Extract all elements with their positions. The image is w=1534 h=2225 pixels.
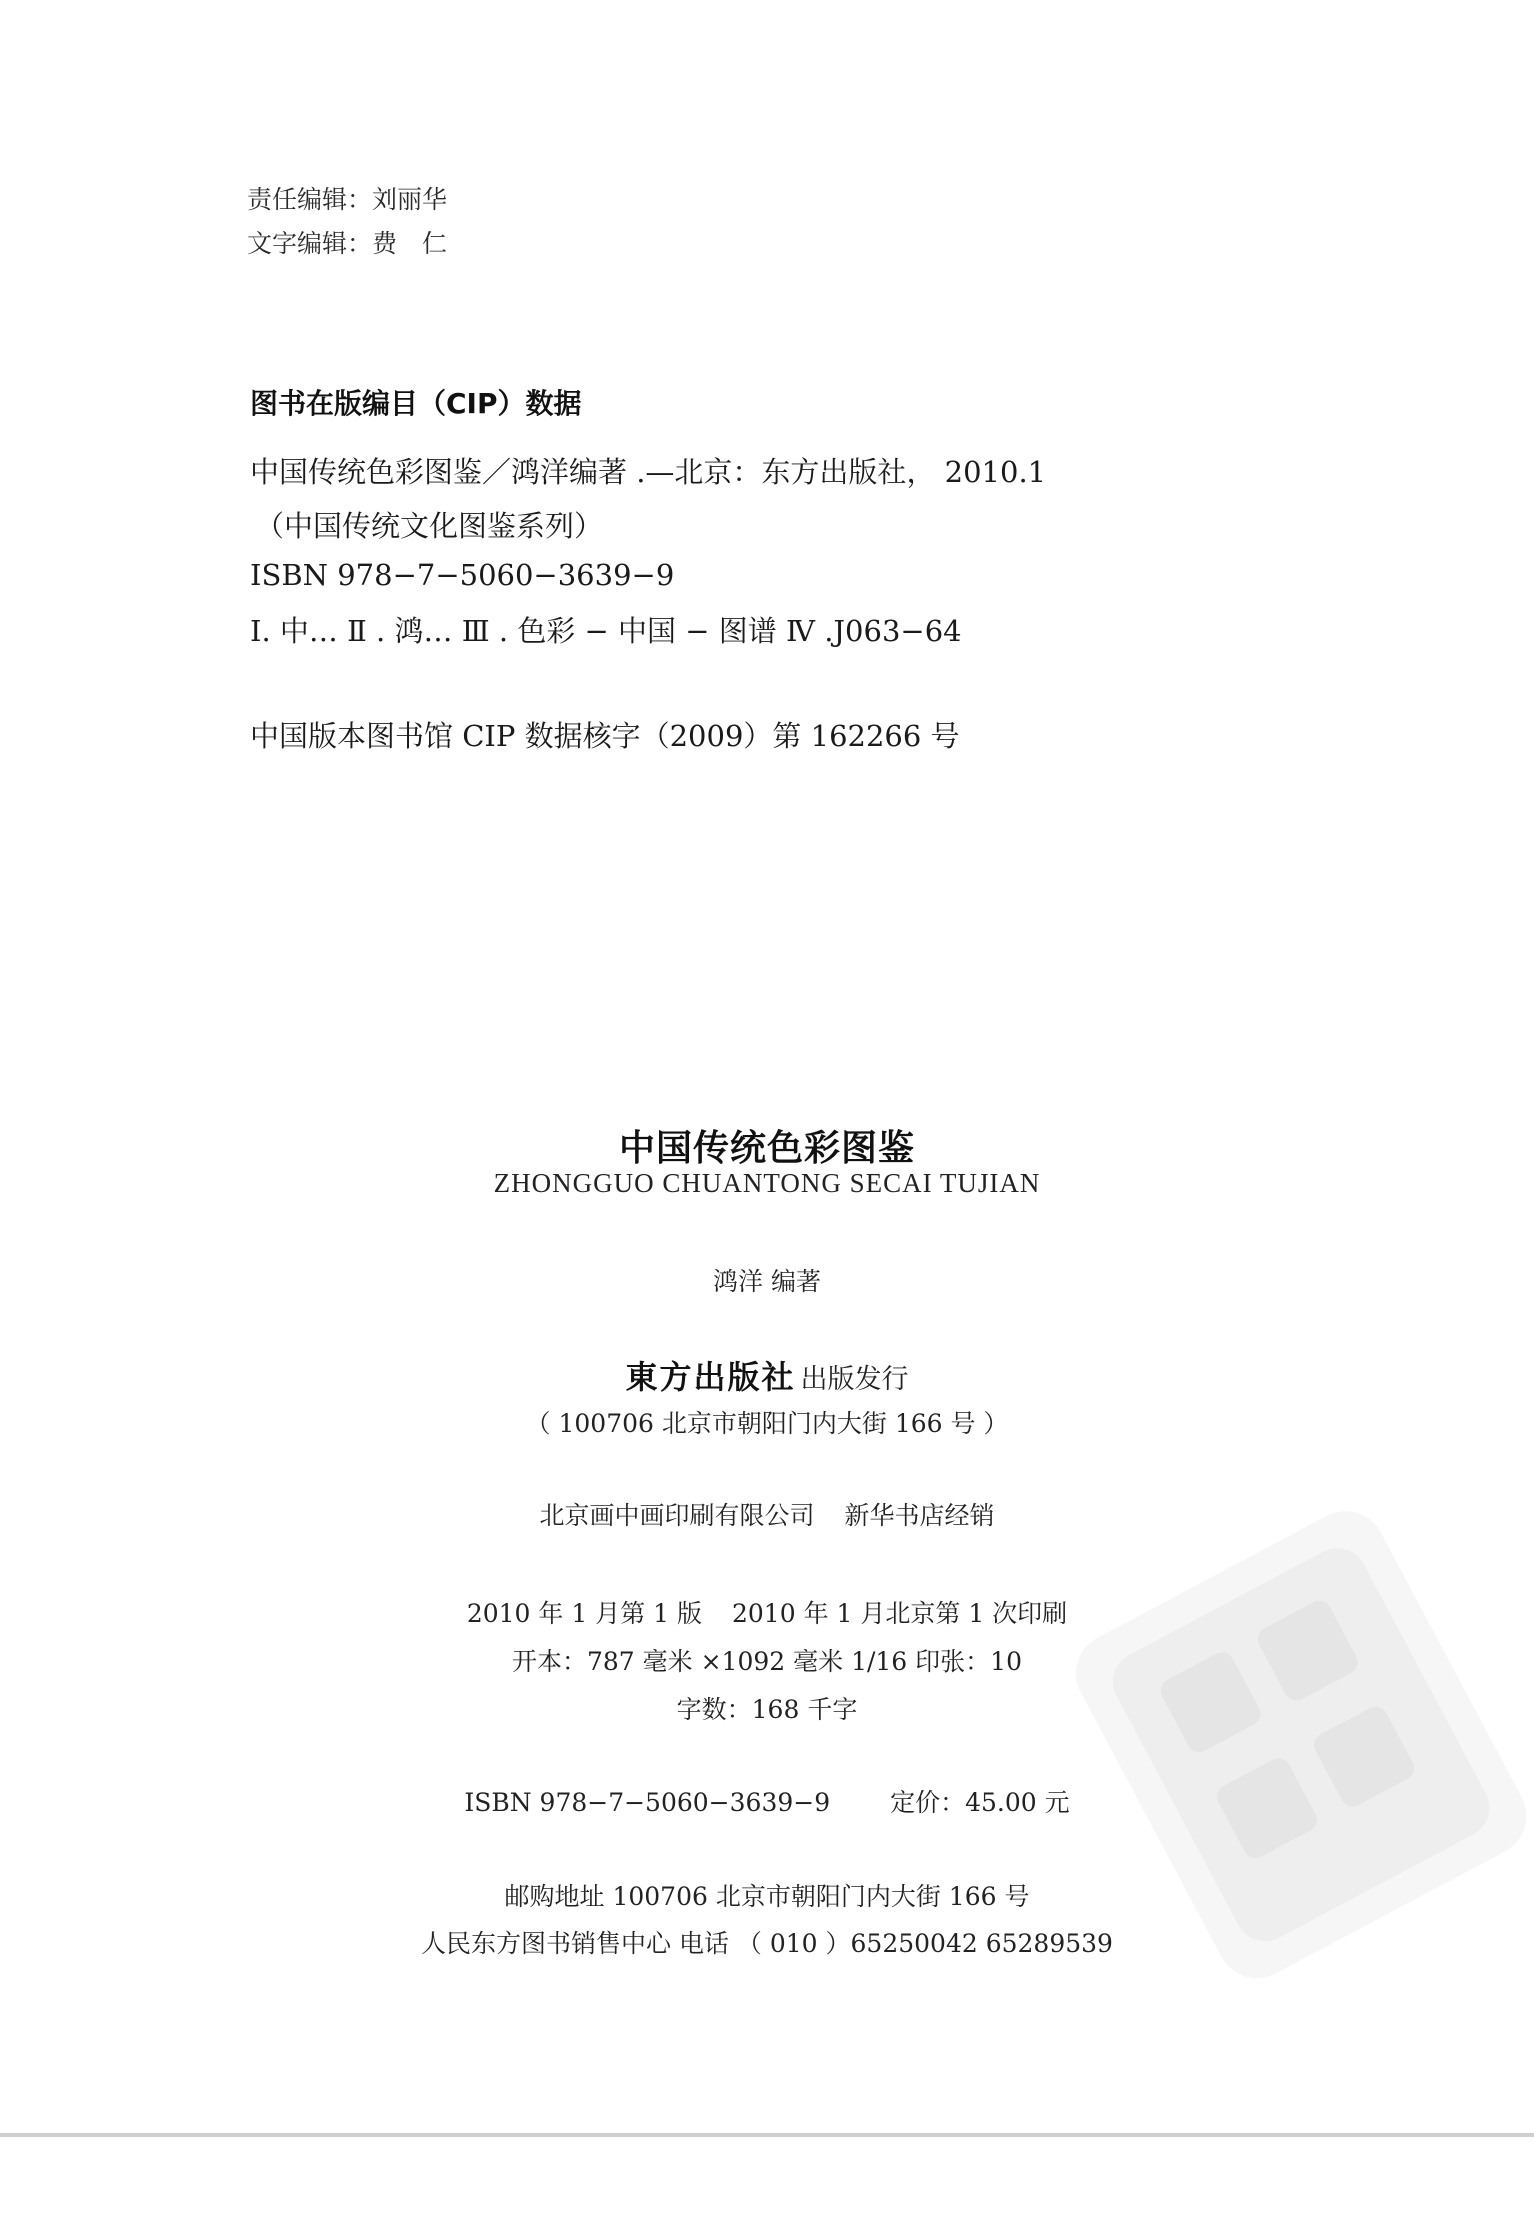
publisher-name: 東方出版社 (625, 1358, 796, 1396)
cip-line-3: ISBN 978−7−5060−3639−9 (250, 558, 675, 592)
responsible-editor: 责任编辑：刘丽华 (247, 185, 448, 214)
price: 定价：45.00 元 (890, 1788, 1070, 1817)
text-editor: 文字编辑：费 仁 (247, 229, 448, 258)
format-info: 开本：787 毫米 ×1092 毫米 1/16 印张：10 (512, 1647, 1022, 1676)
mail-order-address: 邮购地址 100706 北京市朝阳门内大街 166 号 (504, 1882, 1030, 1911)
book-title: 中国传统色彩图鉴 (618, 1128, 915, 1169)
printing-info: 2010 年 1 月北京第 1 次印刷 (732, 1599, 1068, 1628)
book-title-pinyin: ZHONGGUO CHUANTONG SECAI TUJIAN (493, 1168, 1041, 1198)
printer: 北京画中画印刷有限公司 (539, 1501, 815, 1530)
cip-number: 中国版本图书馆 CIP 数据核字（2009）第 162266 号 (250, 719, 960, 753)
cip-line-1: 中国传统色彩图鉴／鸿洋编著 .—北京：东方出版社， 2010.1 (250, 455, 1047, 489)
watermark-seal-icon (1060, 1480, 1534, 2000)
cip-line-2: （中国传统文化图鉴系列） (255, 509, 604, 543)
bottom-rule (0, 2133, 1534, 2137)
publisher-line (0, 1352, 1534, 1398)
edition-info: 2010 年 1 月第 1 版 (466, 1599, 702, 1628)
cip-line-4: Ⅰ. 中… Ⅱ . 鸿… Ⅲ . 色彩 − 中国 − 图谱 Ⅳ .J063−64 (250, 614, 962, 648)
mail-order-contact: 人民东方图书销售中心 电话 （ 010 ）65250042 65289539 (421, 1929, 1113, 1958)
cip-heading: 图书在版编目（CIP）数据 (250, 387, 582, 420)
publisher-address: （ 100706 北京市朝阳门内大街 166 号 ） (525, 1409, 1009, 1438)
isbn: ISBN 978−7−5060−3639−9 (464, 1788, 831, 1817)
publisher-role: 出版发行 (800, 1364, 909, 1395)
book-author: 鸿洋 编著 (713, 1267, 821, 1296)
word-count: 字数：168 千字 (676, 1695, 858, 1724)
distributor: 新华书店经销 (844, 1501, 995, 1530)
